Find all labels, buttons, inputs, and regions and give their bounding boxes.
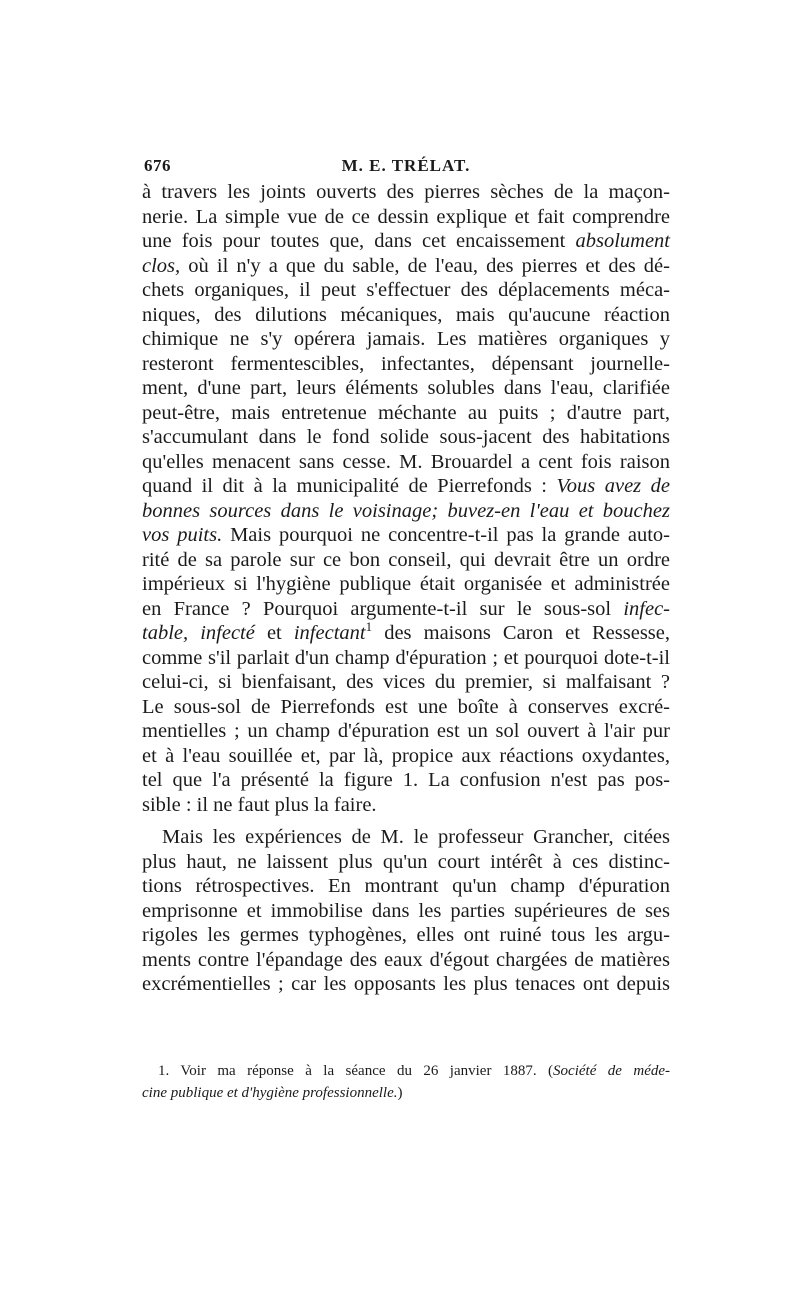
text-line: [142, 229, 670, 254]
italic-run: cine publique et d'hygiène professionnelle.: [142, 1085, 398, 1101]
text-run: quand il dit à la municipalité de Pierrefonds :: [142, 475, 557, 497]
text-line: rité de sa parole sur ce bon conseil, qui devrait être un ordre: [142, 548, 670, 571]
text-line: s'accumulant dans le fond solide sous-jacent des habitations: [142, 426, 670, 448]
italic-run: clos,: [142, 254, 181, 277]
text-line: [142, 474, 670, 499]
book-page: [142, 150, 671, 1101]
italic-run: Société de méde-: [553, 1063, 671, 1079]
text-line: [142, 621, 670, 646]
text-line: niques, des dilutions mécaniques, mais qu'aucune réaction: [142, 303, 670, 326]
text-line: ments contre l'épandage des eaux d'égout chargées de matières: [142, 948, 670, 971]
text-run: Mais pourquoi ne concentre-t-il pas la grande auto-: [222, 524, 670, 546]
footnote-line: [142, 1060, 670, 1082]
text-run: ): [397, 1085, 403, 1101]
text-run: en France ? Pourquoi argumente-t-il sur le sous-sol: [142, 597, 624, 620]
text-line: nerie. La simple vue de ce dessin explique et fait comprendre: [142, 205, 670, 228]
page-number: 676: [144, 156, 171, 175]
text-line: mentielles ; un champ d'épuration est un sol ouvert à l'air pur: [142, 720, 670, 742]
text-line: plus haut, ne laissent plus qu'un court intérêt à ces distinc-: [142, 850, 670, 873]
italic-run: Vous avez de: [556, 475, 670, 497]
text-line: bonnes sources dans le voisinage; buvez-en l'eau et bouchez: [142, 499, 670, 522]
italic-run: infectant: [293, 622, 366, 644]
footnote-line: [142, 1082, 670, 1104]
text-line: peut-être, mais entretenue méchante au puits ; d'autre part,: [142, 401, 670, 424]
text-line: [142, 523, 670, 548]
text-line: tel que l'a présenté la figure 1. La confusion n'est pas pos-: [142, 769, 670, 791]
italic-run: absolument: [575, 230, 670, 252]
text-line: [142, 254, 670, 279]
footnote-reference: 1: [365, 619, 373, 635]
text-line: rigoles les germes typhogènes, elles ont ruiné tous les argu-: [142, 924, 670, 946]
italic-run: infec-: [623, 597, 670, 620]
text-line: qu'elles menacent sans cesse. M. Brouardel a cent fois raison: [142, 450, 670, 473]
italic-run: table, infecté: [142, 622, 255, 644]
text-line: [142, 597, 670, 622]
paragraph-2: [142, 825, 670, 997]
body-text: [142, 180, 670, 997]
text-line: celui-ci, si bienfaisant, des vices du premier, si malfaisant ?: [142, 671, 670, 693]
text-line: chets organiques, il peut s'effectuer des déplacements méca-: [142, 279, 670, 301]
text-run: une fois pour toutes que, dans cet encaissement: [142, 230, 576, 252]
text-line: comme s'il parlait d'un champ d'épuration ; et pourquoi dote-t-il: [142, 646, 670, 669]
text-line: et à l'eau souillée et, par là, propice aux réactions oxydantes,: [142, 744, 670, 767]
text-line: excrémentielles ; car les opposants les plus tenaces ont depuis: [142, 973, 670, 995]
text-run: et: [254, 622, 294, 644]
text-line: ment, d'une part, leurs éléments solubles dans l'eau, clarifiée: [142, 377, 670, 399]
text-run: des maisons Caron et Ressesse,: [372, 622, 671, 644]
paragraph-1: [142, 180, 670, 817]
text-line: resteront fermentescibles, infectantes, dépensant journelle-: [142, 352, 670, 375]
text-line: sible : il ne faut plus la faire.: [142, 793, 377, 816]
footnote-marker: 1.: [158, 1063, 170, 1079]
italic-run: vos puits.: [142, 524, 223, 546]
footnote: [142, 1060, 670, 1104]
text-run: Voir ma réponse à la séance du 26 janvier 1887. (: [169, 1063, 554, 1079]
text-line: emprisonne et immobilise dans les parties supérieures de ses: [142, 899, 670, 922]
text-line: Mais les expériences de M. le professeur Grancher, citées: [162, 826, 670, 848]
text-line: chimique ne s'y opérera jamais. Les matières organiques y: [142, 328, 670, 350]
text-line: tions rétrospectives. En montrant qu'un champ d'épuration: [142, 875, 670, 897]
running-header: [142, 150, 670, 176]
text-line: Le sous-sol de Pierrefonds est une boîte à conserves excré-: [142, 695, 670, 718]
text-run: où il n'y a que du sable, de l'eau, des pierres et des dé-: [180, 254, 670, 277]
text-line: à travers les joints ouverts des pierres sèches de la maçon-: [142, 181, 670, 203]
text-line: impérieux si l'hygiène publique était organisée et administrée: [142, 573, 670, 595]
running-title: M. E. TRÉLAT.: [341, 156, 471, 175]
